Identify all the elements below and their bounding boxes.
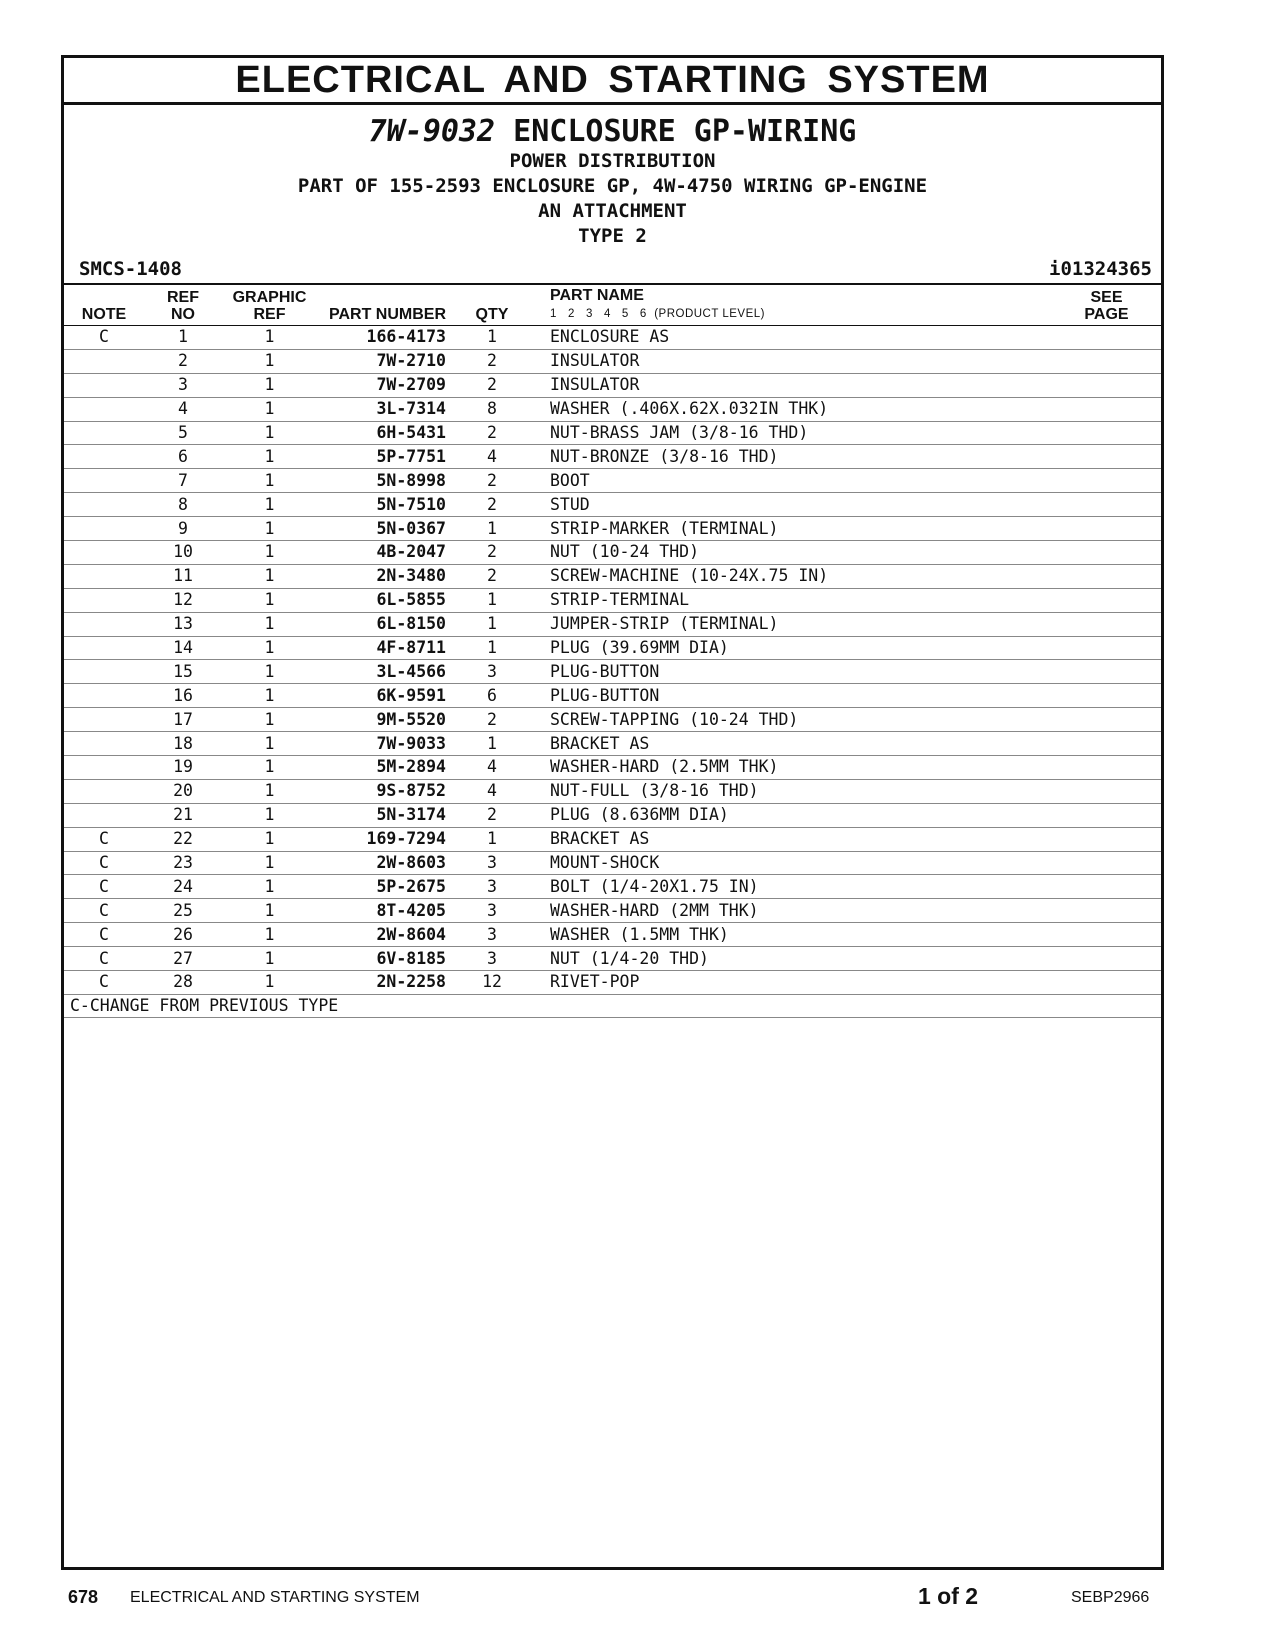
part-number-cell: 5M-2894 — [317, 756, 452, 780]
part-number-cell: 6H-5431 — [317, 421, 452, 445]
see-page-cell — [1052, 684, 1161, 708]
graphic-ref-cell: 1 — [222, 756, 317, 780]
see-page-cell — [1052, 469, 1161, 493]
table-row — [64, 564, 1161, 588]
ref-no-cell: 24 — [144, 875, 222, 899]
part-number-cell: 6L-5855 — [317, 588, 452, 612]
part-name-cell: BRACKET AS — [532, 827, 1052, 851]
note-cell: C — [64, 923, 144, 947]
see-page-cell — [1052, 732, 1161, 756]
change-note: C-CHANGE FROM PREVIOUS TYPE — [64, 995, 1161, 1018]
part-number-cell: 5N-0367 — [317, 517, 452, 541]
qty-cell: 2 — [452, 708, 532, 732]
parts-table-body — [64, 326, 1161, 995]
table-row — [64, 971, 1161, 995]
ref-no-cell: 27 — [144, 947, 222, 971]
graphic-ref-cell: 1 — [222, 612, 317, 636]
part-name-cell: ENCLOSURE AS — [532, 326, 1052, 350]
qty-cell: 3 — [452, 947, 532, 971]
graphic-ref-cell: 1 — [222, 827, 317, 851]
table-row — [64, 588, 1161, 612]
note-cell: C — [64, 899, 144, 923]
part-name-cell: NUT (10-24 THD) — [532, 541, 1052, 565]
part-name-cell: STRIP-MARKER (TERMINAL) — [532, 517, 1052, 541]
see-page-cell — [1052, 899, 1161, 923]
graphic-ref-cell: 1 — [222, 947, 317, 971]
table-row — [64, 373, 1161, 397]
ref-no-cell: 12 — [144, 588, 222, 612]
ref-no-cell: 9 — [144, 517, 222, 541]
table-row — [64, 397, 1161, 421]
page-footer — [0, 1583, 1275, 1613]
note-cell — [64, 493, 144, 517]
graphic-ref-cell: 1 — [222, 779, 317, 803]
part-number-cell: 7W-9033 — [317, 732, 452, 756]
part-name-cell: INSULATOR — [532, 349, 1052, 373]
ref-no-cell: 1 — [144, 326, 222, 350]
description-line-1: POWER DISTRIBUTION — [509, 150, 716, 172]
qty-cell: 2 — [452, 564, 532, 588]
parts-table — [64, 285, 1161, 995]
qty-cell: 1 — [452, 827, 532, 851]
part-number-cell: 6L-8150 — [317, 612, 452, 636]
ref-no-cell: 6 — [144, 445, 222, 469]
see-page-cell — [1052, 779, 1161, 803]
header-part-name: PART NAME 1 2 3 4 5 6 (PRODUCT LEVEL) — [532, 285, 1052, 326]
graphic-ref-cell: 1 — [222, 397, 317, 421]
see-page-cell — [1052, 373, 1161, 397]
see-page-cell — [1052, 875, 1161, 899]
graphic-ref-cell: 1 — [222, 541, 317, 565]
part-name-cell: MOUNT-SHOCK — [532, 851, 1052, 875]
graphic-ref-cell: 1 — [222, 923, 317, 947]
graphic-ref-cell: 1 — [222, 349, 317, 373]
qty-cell: 3 — [452, 851, 532, 875]
see-page-cell — [1052, 397, 1161, 421]
part-name-cell: NUT-BRONZE (3/8-16 THD) — [532, 445, 1052, 469]
note-cell — [64, 588, 144, 612]
smcs-row — [64, 255, 1161, 283]
qty-cell: 2 — [452, 493, 532, 517]
part-name-cell: STRIP-TERMINAL — [532, 588, 1052, 612]
ref-no-cell: 8 — [144, 493, 222, 517]
qty-cell: 1 — [452, 612, 532, 636]
ref-no-cell: 25 — [144, 899, 222, 923]
qty-cell: 4 — [452, 445, 532, 469]
graphic-ref-cell: 1 — [222, 708, 317, 732]
part-number-cell: 7W-2709 — [317, 373, 452, 397]
ref-no-cell: 2 — [144, 349, 222, 373]
footer-page-number: 678 — [68, 1587, 99, 1607]
qty-cell: 1 — [452, 517, 532, 541]
note-cell — [64, 684, 144, 708]
part-name-cell: WASHER (.406X.62X.032IN THK) — [532, 397, 1052, 421]
ref-no-cell: 18 — [144, 732, 222, 756]
table-row — [64, 326, 1161, 350]
see-page-cell — [1052, 971, 1161, 995]
part-name-cell: PLUG (39.69MM DIA) — [532, 636, 1052, 660]
part-name-cell: JUMPER-STRIP (TERMINAL) — [532, 612, 1052, 636]
ref-no-cell: 21 — [144, 803, 222, 827]
table-row — [64, 947, 1161, 971]
part-name-cell: WASHER (1.5MM THK) — [532, 923, 1052, 947]
parts-table-wrapper — [64, 283, 1161, 1018]
ref-no-cell: 22 — [144, 827, 222, 851]
see-page-cell — [1052, 493, 1161, 517]
ref-no-cell: 17 — [144, 708, 222, 732]
header-graphic-ref: GRAPHIC REF — [222, 285, 317, 326]
header-note: NOTE — [64, 285, 144, 326]
see-page-cell — [1052, 445, 1161, 469]
graphic-ref-cell: 1 — [222, 899, 317, 923]
part-name-cell: STUD — [532, 493, 1052, 517]
part-name-cell: SCREW-MACHINE (10-24X.75 IN) — [532, 564, 1052, 588]
note-cell — [64, 732, 144, 756]
note-cell — [64, 660, 144, 684]
ref-no-cell: 23 — [144, 851, 222, 875]
part-number-cell: 166-4173 — [317, 326, 452, 350]
see-page-cell — [1052, 851, 1161, 875]
see-page-cell — [1052, 803, 1161, 827]
table-row — [64, 349, 1161, 373]
description-line-2: PART OF 155-2593 ENCLOSURE GP, 4W-4750 WIRING GP-ENGINE — [297, 175, 928, 197]
header-see-page: SEE PAGE — [1052, 285, 1161, 326]
table-row — [64, 421, 1161, 445]
note-cell: C — [64, 971, 144, 995]
part-number-cell: 5N-3174 — [317, 803, 452, 827]
part-name-cell: WASHER-HARD (2MM THK) — [532, 899, 1052, 923]
note-cell — [64, 803, 144, 827]
part-number-cell: 2W-8604 — [317, 923, 452, 947]
qty-cell: 2 — [452, 803, 532, 827]
see-page-cell — [1052, 756, 1161, 780]
graphic-ref-cell: 1 — [222, 875, 317, 899]
graphic-ref-cell: 1 — [222, 971, 317, 995]
note-cell — [64, 636, 144, 660]
table-row — [64, 612, 1161, 636]
note-cell — [64, 756, 144, 780]
assembly-heading — [64, 115, 1161, 149]
note-cell — [64, 541, 144, 565]
ref-no-cell: 7 — [144, 469, 222, 493]
ref-no-cell: 19 — [144, 756, 222, 780]
note-cell — [64, 445, 144, 469]
part-name-cell: RIVET-POP — [532, 971, 1052, 995]
note-cell — [64, 708, 144, 732]
part-name-cell: SCREW-TAPPING (10-24 THD) — [532, 708, 1052, 732]
part-number-cell: 169-7294 — [317, 827, 452, 851]
see-page-cell — [1052, 708, 1161, 732]
ref-no-cell: 4 — [144, 397, 222, 421]
product-level-legend: 1 2 3 4 5 6 (PRODUCT LEVEL) — [550, 308, 765, 320]
qty-cell: 1 — [452, 326, 532, 350]
see-page-cell — [1052, 564, 1161, 588]
graphic-ref-cell: 1 — [222, 326, 317, 350]
table-row — [64, 899, 1161, 923]
note-cell — [64, 469, 144, 493]
header-qty: QTY — [452, 285, 532, 326]
part-name-cell: PLUG-BUTTON — [532, 660, 1052, 684]
table-row — [64, 660, 1161, 684]
note-cell: C — [64, 827, 144, 851]
part-number-cell: 6V-8185 — [317, 947, 452, 971]
assembly-name: ENCLOSURE GP-WIRING — [513, 114, 857, 149]
part-number-cell: 5N-7510 — [317, 493, 452, 517]
part-number-cell: 6K-9591 — [317, 684, 452, 708]
note-cell — [64, 612, 144, 636]
assembly-part-number: 7W-9032 — [368, 114, 496, 149]
part-number-cell: 2N-3480 — [317, 564, 452, 588]
graphic-ref-cell: 1 — [222, 588, 317, 612]
part-name-cell: NUT (1/4-20 THD) — [532, 947, 1052, 971]
description-line-3: AN ATTACHMENT — [538, 200, 687, 222]
ref-no-cell: 13 — [144, 612, 222, 636]
see-page-cell — [1052, 636, 1161, 660]
qty-cell: 4 — [452, 779, 532, 803]
part-number-cell: 5N-8998 — [317, 469, 452, 493]
description-line-4: TYPE 2 — [578, 225, 647, 247]
note-cell — [64, 779, 144, 803]
ref-no-cell: 11 — [144, 564, 222, 588]
note-cell: C — [64, 851, 144, 875]
table-row — [64, 469, 1161, 493]
part-number-cell: 4B-2047 — [317, 541, 452, 565]
ref-no-cell: 16 — [144, 684, 222, 708]
graphic-ref-cell: 1 — [222, 660, 317, 684]
table-row — [64, 875, 1161, 899]
part-number-cell: 7W-2710 — [317, 349, 452, 373]
note-cell — [64, 373, 144, 397]
graphic-ref-cell: 1 — [222, 851, 317, 875]
qty-cell: 3 — [452, 923, 532, 947]
qty-cell: 1 — [452, 636, 532, 660]
part-name-cell: PLUG (8.636MM DIA) — [532, 803, 1052, 827]
qty-cell: 6 — [452, 684, 532, 708]
qty-cell: 3 — [452, 660, 532, 684]
header-ref-no: REF NO — [144, 285, 222, 326]
part-number-cell: 2W-8603 — [317, 851, 452, 875]
table-row — [64, 803, 1161, 827]
see-page-cell — [1052, 517, 1161, 541]
part-name-cell: PLUG-BUTTON — [532, 684, 1052, 708]
graphic-ref-cell: 1 — [222, 636, 317, 660]
page-frame — [61, 55, 1164, 1570]
part-number-cell: 5P-7751 — [317, 445, 452, 469]
note-cell — [64, 517, 144, 541]
part-name-cell: BRACKET AS — [532, 732, 1052, 756]
see-page-cell — [1052, 349, 1161, 373]
table-row — [64, 756, 1161, 780]
part-name-cell: BOLT (1/4-20X1.75 IN) — [532, 875, 1052, 899]
qty-cell: 2 — [452, 373, 532, 397]
qty-cell: 2 — [452, 349, 532, 373]
note-cell — [64, 564, 144, 588]
note-cell — [64, 421, 144, 445]
qty-cell: 4 — [452, 756, 532, 780]
qty-cell: 1 — [452, 732, 532, 756]
ref-no-cell: 5 — [144, 421, 222, 445]
note-cell: C — [64, 947, 144, 971]
table-row — [64, 684, 1161, 708]
part-number-cell: 9S-8752 — [317, 779, 452, 803]
see-page-cell — [1052, 923, 1161, 947]
qty-cell: 1 — [452, 588, 532, 612]
see-page-cell — [1052, 541, 1161, 565]
footer-section-title: ELECTRICAL AND STARTING SYSTEM — [130, 1589, 420, 1606]
graphic-ref-cell: 1 — [222, 517, 317, 541]
see-page-cell — [1052, 947, 1161, 971]
graphic-ref-cell: 1 — [222, 684, 317, 708]
see-page-cell — [1052, 660, 1161, 684]
ref-no-cell: 20 — [144, 779, 222, 803]
note-cell: C — [64, 326, 144, 350]
graphic-ref-cell: 1 — [222, 493, 317, 517]
table-row — [64, 445, 1161, 469]
qty-cell: 8 — [452, 397, 532, 421]
qty-cell: 2 — [452, 541, 532, 565]
see-page-cell — [1052, 827, 1161, 851]
see-page-cell — [1052, 326, 1161, 350]
table-row — [64, 923, 1161, 947]
ref-no-cell: 28 — [144, 971, 222, 995]
footer-document-number: SEBP2966 — [1071, 1589, 1150, 1606]
see-page-cell — [1052, 421, 1161, 445]
ref-no-cell: 3 — [144, 373, 222, 397]
header-part-number: PART NUMBER — [317, 285, 452, 326]
note-cell — [64, 349, 144, 373]
ref-no-cell: 15 — [144, 660, 222, 684]
graphic-ref-cell: 1 — [222, 469, 317, 493]
part-number-cell: 5P-2675 — [317, 875, 452, 899]
part-number-cell: 8T-4205 — [317, 899, 452, 923]
ref-no-cell: 14 — [144, 636, 222, 660]
part-name-cell: NUT-BRASS JAM (3/8-16 THD) — [532, 421, 1052, 445]
graphic-ref-cell: 1 — [222, 445, 317, 469]
table-row — [64, 708, 1161, 732]
graphic-ref-cell: 1 — [222, 564, 317, 588]
ref-no-cell: 26 — [144, 923, 222, 947]
table-row — [64, 493, 1161, 517]
table-header-row — [64, 285, 1161, 326]
footer-page-count: 1 of 2 — [918, 1583, 979, 1609]
see-page-cell — [1052, 612, 1161, 636]
part-number-cell: 2N-2258 — [317, 971, 452, 995]
part-name-cell: INSULATOR — [532, 373, 1052, 397]
part-number-cell: 3L-4566 — [317, 660, 452, 684]
page-title: ELECTRICAL AND STARTING SYSTEM — [64, 58, 1161, 105]
table-row — [64, 851, 1161, 875]
table-row — [64, 732, 1161, 756]
qty-cell: 12 — [452, 971, 532, 995]
document-id: i01324365 — [1049, 258, 1152, 280]
qty-cell: 3 — [452, 875, 532, 899]
part-name-cell: NUT-FULL (3/8-16 THD) — [532, 779, 1052, 803]
graphic-ref-cell: 1 — [222, 373, 317, 397]
part-number-cell: 9M-5520 — [317, 708, 452, 732]
table-row — [64, 827, 1161, 851]
table-row — [64, 517, 1161, 541]
graphic-ref-cell: 1 — [222, 803, 317, 827]
part-name-cell: BOOT — [532, 469, 1052, 493]
smcs-code: SMCS-1408 — [79, 258, 182, 280]
graphic-ref-cell: 1 — [222, 421, 317, 445]
table-row — [64, 636, 1161, 660]
qty-cell: 2 — [452, 469, 532, 493]
part-number-cell: 4F-8711 — [317, 636, 452, 660]
part-name-cell: WASHER-HARD (2.5MM THK) — [532, 756, 1052, 780]
ref-no-cell: 10 — [144, 541, 222, 565]
part-number-cell: 3L-7314 — [317, 397, 452, 421]
table-row — [64, 541, 1161, 565]
qty-cell: 3 — [452, 899, 532, 923]
graphic-ref-cell: 1 — [222, 732, 317, 756]
qty-cell: 2 — [452, 421, 532, 445]
see-page-cell — [1052, 588, 1161, 612]
note-cell — [64, 397, 144, 421]
table-row — [64, 779, 1161, 803]
note-cell: C — [64, 875, 144, 899]
